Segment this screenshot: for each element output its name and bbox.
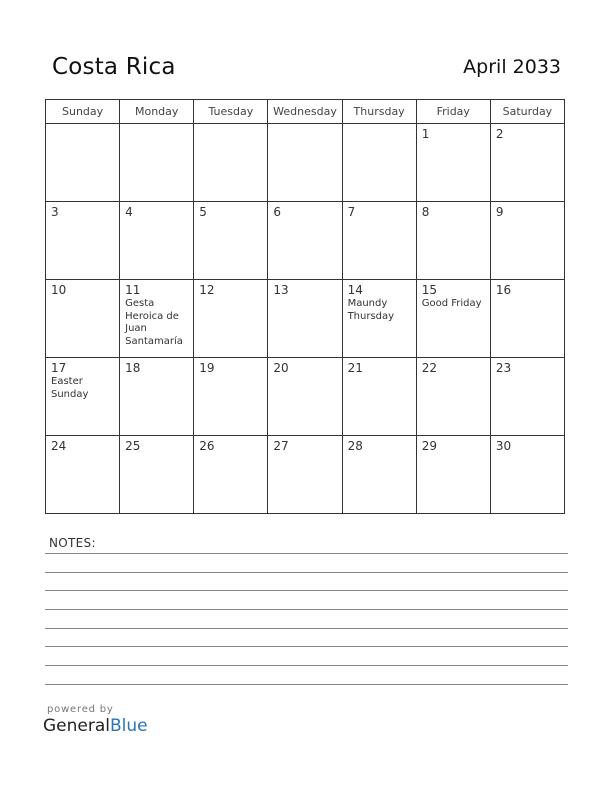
day-cell: [268, 358, 342, 436]
holiday-label: Maundy Thursday: [347, 298, 395, 322]
day-number: 22: [421, 361, 437, 375]
empty-day-cell: [46, 124, 120, 202]
notes-label: NOTES:: [49, 536, 96, 550]
day-number: 10: [51, 283, 67, 297]
note-line: [45, 665, 568, 666]
generalblue-logo: [43, 716, 148, 736]
day-cell: [194, 436, 268, 514]
weekday-header: Sunday: [46, 100, 120, 124]
day-cell: [268, 436, 342, 514]
day-number: 13: [273, 283, 289, 297]
day-cell: [120, 358, 194, 436]
weekday-header: Friday: [416, 100, 490, 124]
powered-by-text: powered by: [47, 704, 114, 715]
weekday-header: Monday: [120, 100, 194, 124]
day-number: 30: [495, 439, 512, 453]
weekday-header-row: [46, 100, 565, 124]
day-cell: [46, 280, 120, 358]
week-row: [46, 124, 565, 202]
day-number: 20: [273, 361, 289, 375]
day-number: 26: [199, 439, 215, 453]
day-cell: [490, 124, 564, 202]
day-cell: [194, 280, 268, 358]
week-row: [46, 202, 565, 280]
day-number: 16: [495, 283, 512, 297]
day-number: 29: [421, 439, 437, 453]
day-cell: [268, 280, 342, 358]
day-number: 3: [51, 205, 59, 219]
day-cell: [120, 202, 194, 280]
day-number: 17: [51, 361, 67, 375]
calendar-month-title: April 2033: [463, 56, 561, 78]
day-number: 23: [495, 361, 512, 375]
weekday-header: Saturday: [490, 100, 564, 124]
day-cell: [120, 436, 194, 514]
note-line: [45, 572, 568, 573]
day-cell: [416, 280, 490, 358]
logo-blue-text: Blue: [110, 716, 148, 736]
day-number: 25: [125, 439, 141, 453]
day-number: 9: [495, 205, 504, 219]
day-number: 12: [199, 283, 215, 297]
day-number: 27: [273, 439, 289, 453]
day-number: 2: [495, 127, 504, 141]
day-cell: [268, 202, 342, 280]
holiday-label: Easter Sunday: [51, 376, 89, 400]
week-row: [46, 358, 565, 436]
day-cell: [416, 358, 490, 436]
holiday-label: Good Friday: [421, 298, 482, 309]
day-number: 21: [347, 361, 363, 375]
empty-day-cell: [194, 124, 268, 202]
day-number: 14: [347, 283, 363, 297]
empty-day-cell: [268, 124, 342, 202]
day-cell: [416, 202, 490, 280]
note-line: [45, 684, 568, 685]
day-cell: [46, 436, 120, 514]
day-cell: [46, 202, 120, 280]
calendar-country-title: Costa Rica: [52, 54, 176, 80]
day-number: 18: [125, 361, 141, 375]
note-line: [45, 646, 568, 647]
holiday-label: Gesta Heroica de Juan Santamaría: [125, 298, 183, 347]
note-line: [45, 553, 568, 554]
day-cell: [342, 202, 416, 280]
day-cell: [342, 280, 416, 358]
week-row: [46, 436, 565, 514]
note-line: [45, 628, 568, 629]
day-cell: [490, 436, 564, 514]
day-number: 19: [199, 361, 215, 375]
day-number: 8: [421, 205, 430, 219]
day-number: 7: [347, 205, 356, 219]
day-cell: [120, 280, 194, 358]
note-line: [45, 590, 568, 591]
weekday-header: Thursday: [342, 100, 416, 124]
day-cell: [342, 358, 416, 436]
weekday-header: Wednesday: [268, 100, 342, 124]
day-number: 15: [421, 283, 437, 297]
empty-day-cell: [342, 124, 416, 202]
day-cell: [342, 436, 416, 514]
day-number: 6: [273, 205, 282, 219]
day-number: 4: [125, 205, 133, 219]
day-cell: [490, 202, 564, 280]
day-cell: [416, 436, 490, 514]
note-line: [45, 609, 568, 610]
day-cell: [490, 280, 564, 358]
day-cell: [194, 358, 268, 436]
calendar-grid: [45, 99, 565, 514]
day-cell: [194, 202, 268, 280]
logo-general-text: General: [43, 716, 110, 736]
day-number: 11: [125, 283, 141, 297]
day-number: 5: [199, 205, 207, 219]
day-number: 28: [347, 439, 363, 453]
week-row: [46, 280, 565, 358]
day-cell: [416, 124, 490, 202]
day-number: 1: [421, 127, 430, 141]
empty-day-cell: [120, 124, 194, 202]
day-number: 24: [51, 439, 67, 453]
day-cell: [490, 358, 564, 436]
weekday-header: Tuesday: [194, 100, 268, 124]
day-cell: [46, 358, 120, 436]
